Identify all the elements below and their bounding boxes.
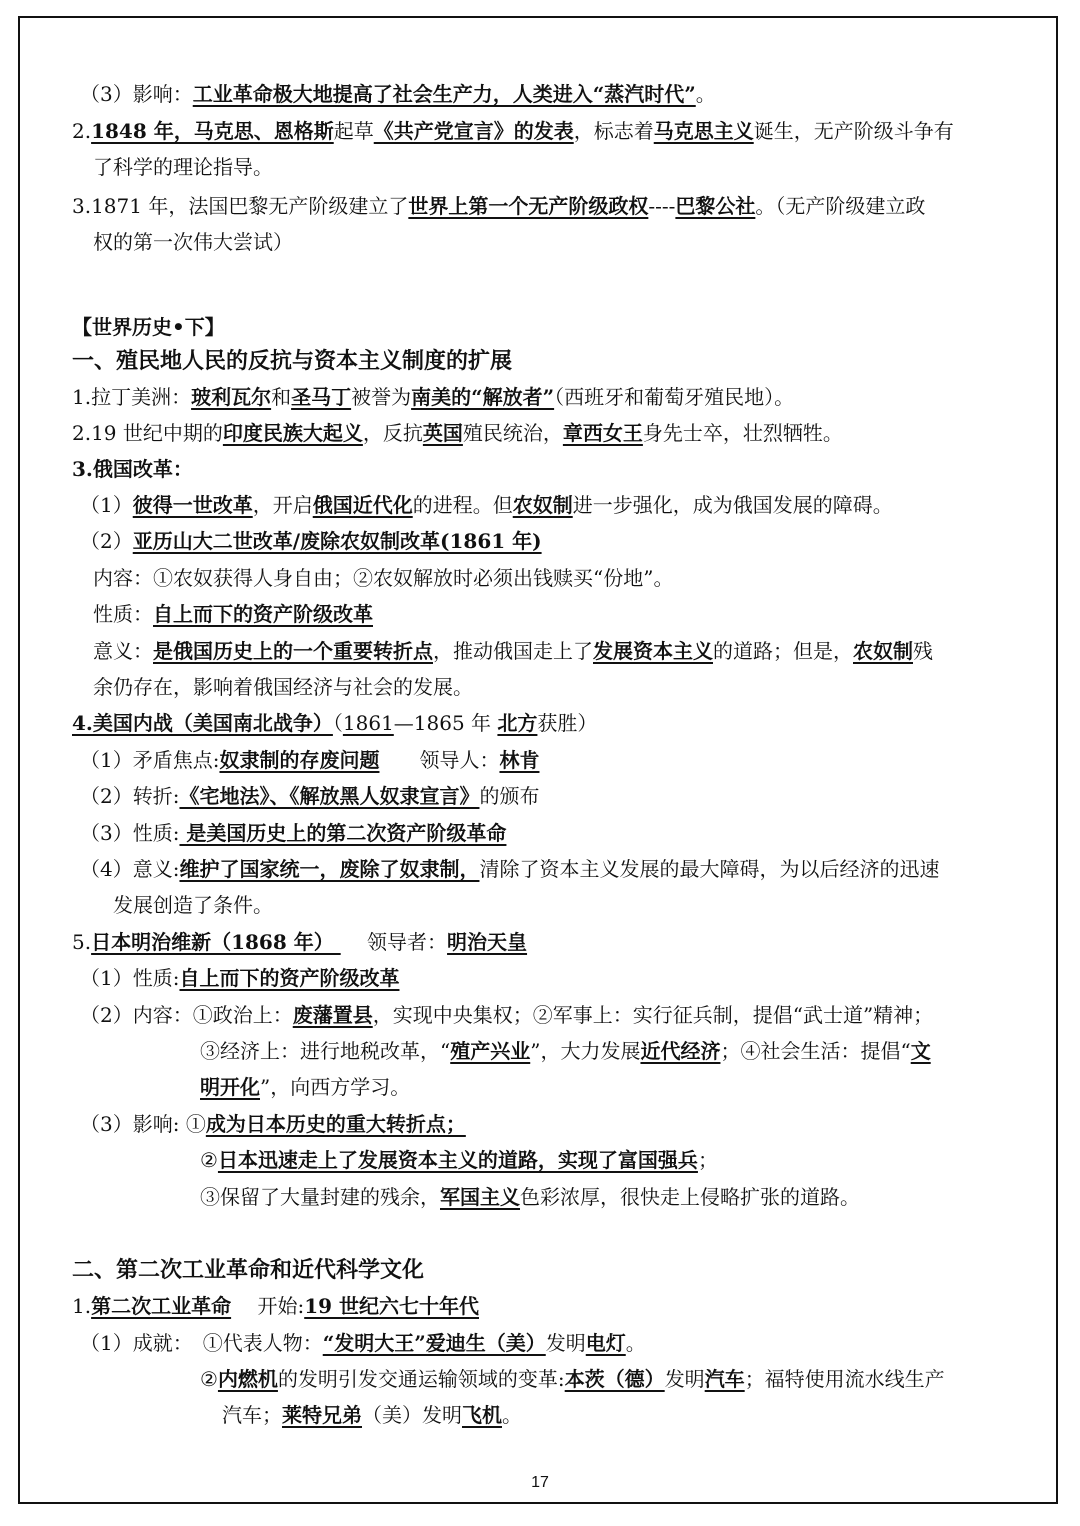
text-segment: 领导者：: [340, 930, 448, 954]
key-term: 日本明治维新（1868 年）: [91, 930, 341, 954]
text-segment: ”，大力发展: [530, 1039, 641, 1063]
text-line: [72, 709, 597, 737]
text-segment: ②: [200, 1148, 218, 1172]
text-segment: 3.1871 年，法国巴黎无产阶级建立了: [72, 194, 409, 218]
text-segment: 开始:: [231, 1294, 305, 1318]
text-segment: 2.: [72, 119, 92, 143]
text-segment: ；④社会生活：提倡“: [720, 1039, 911, 1063]
key-term: 俄国近代化: [312, 493, 413, 517]
text-segment: 权的第一次伟大尝试）: [93, 230, 293, 254]
text-segment: 残: [913, 639, 933, 663]
text-segment: 身先士卒，壮烈牺牲。: [642, 421, 843, 445]
text-line: [200, 1037, 931, 1065]
text-segment: 诞生，无产阶级斗争有: [753, 119, 954, 143]
key-term: 1861: [342, 711, 394, 735]
text-segment: （西班牙和葡萄牙殖民地）。: [554, 385, 795, 409]
text-segment: 。: [502, 1403, 522, 1427]
text-line: [200, 1073, 410, 1101]
text-segment: （1）成就： ①代表人物：: [80, 1331, 323, 1355]
key-term: 内燃机: [217, 1367, 278, 1391]
text-segment: （美）发明: [362, 1403, 462, 1427]
key-term: 汽车: [704, 1367, 745, 1391]
text-line: [93, 600, 373, 628]
key-term: 圣马丁: [291, 385, 352, 409]
text-line: [72, 1292, 479, 1320]
text-line: [80, 964, 399, 992]
text-line: [72, 455, 193, 483]
key-term: 本茨（德）: [564, 1367, 665, 1391]
key-term: 《共产党宣言》的发表: [373, 119, 574, 143]
text-segment: （3）影响：: [80, 82, 193, 106]
text-segment: （1）: [80, 493, 133, 517]
text-segment: 。（无产阶级建立政: [755, 194, 926, 218]
text-segment: 的进程。但: [412, 493, 513, 517]
text-segment: ③保留了大量封建的残余，: [200, 1185, 440, 1209]
key-term: 发展资本主义: [593, 639, 713, 663]
text-segment: 的颁布: [479, 784, 540, 808]
text-line: [80, 80, 716, 108]
text-segment: ”，向西方学习。: [260, 1075, 411, 1099]
text-segment: 起草: [333, 119, 374, 143]
key-term: 彼得一世改革: [132, 493, 253, 517]
key-term: 明开化: [200, 1075, 260, 1099]
key-term: 英国: [422, 421, 463, 445]
key-term: 电灯: [585, 1331, 626, 1355]
text-segment: —1865 年: [393, 711, 498, 735]
section-heading: [72, 1256, 424, 1284]
text-segment: 发明: [664, 1367, 705, 1391]
text-line: [80, 819, 506, 847]
text-line: [200, 1183, 860, 1211]
text-segment: （3）性质:: [80, 821, 180, 845]
text-segment: ----: [648, 194, 676, 218]
text-line: [80, 746, 539, 774]
text-line: [80, 491, 893, 519]
key-term: 马克思主义: [653, 119, 754, 143]
text-segment: 被誉为: [351, 385, 412, 409]
text-segment: ，反抗: [362, 421, 423, 445]
text-segment: （2）转折:: [80, 784, 180, 808]
text-segment: 了科学的理论指导。: [93, 155, 273, 179]
key-term: 日本迅速走上了发展资本主义的道路，实现了富国强兵: [217, 1148, 698, 1172]
text-segment: ；: [697, 1148, 718, 1172]
text-segment: （3）影响: ①: [80, 1112, 206, 1136]
text-segment: ，开启: [252, 493, 313, 517]
text-segment: 的道路；但是，: [713, 639, 853, 663]
key-term: 自上而下的资产阶级改革: [153, 602, 373, 626]
text-segment: ，推动俄国走上了: [433, 639, 593, 663]
key-term: 明治天皇: [447, 930, 528, 954]
text-line: [80, 782, 539, 810]
text-segment: 余仍存在，影响着俄国经济与社会的发展。: [93, 675, 473, 699]
key-term: 《宅地法》、《解放黑人奴隶宣言》: [179, 784, 480, 808]
text-segment: （2）: [80, 529, 133, 553]
key-term: 奴隶制的存废问题: [219, 748, 380, 772]
text-segment: 色彩浓厚，很快走上侵略扩张的道路。: [520, 1185, 860, 1209]
section-heading: [72, 347, 512, 375]
key-term: 印度民族大起义: [222, 421, 363, 445]
key-term: 章西女王: [562, 421, 643, 445]
text-segment: 进一步强化，成为俄国发展的障碍。: [572, 493, 893, 517]
key-term: “发明大王”爱迪生（美）: [322, 1331, 546, 1355]
text-segment: 1.: [72, 1294, 92, 1318]
text-segment: 1.拉丁美洲：: [72, 385, 192, 409]
text-line: [93, 228, 293, 256]
key-term: 殖产兴业: [450, 1039, 531, 1063]
key-term: 巴黎公社: [675, 194, 756, 218]
text-segment: 5.: [72, 930, 92, 954]
key-term: 第二次工业革命: [91, 1294, 232, 1318]
text-segment: ③经济上：进行地税改革，“: [200, 1039, 451, 1063]
text-segment: 3.俄国改革：: [72, 457, 193, 481]
key-term: 南美的“解放者”: [411, 385, 555, 409]
key-term: 农奴制: [853, 639, 913, 663]
text-segment: 清除了资本主义发展的最大障碍，为以后经济的迅速: [479, 857, 940, 881]
text-segment: 发展创造了条件。: [113, 893, 273, 917]
text-segment: （1）矛盾焦点:: [80, 748, 220, 772]
key-term: 成为日本历史的重大转折点；: [205, 1112, 466, 1136]
key-term: 莱特兄弟: [282, 1403, 362, 1427]
key-term: 是美国历史上的第二次资产阶级革命: [179, 821, 507, 845]
text-line: [80, 1329, 646, 1357]
text-segment: 。: [695, 82, 716, 106]
text-line: [72, 192, 925, 220]
key-term: 世界上第一个无产阶级政权: [408, 194, 649, 218]
text-segment: （4）意义:: [80, 857, 180, 881]
text-line: [200, 1365, 945, 1393]
key-term: 4.美国内战（美国南北战争）: [72, 711, 333, 735]
text-segment: 领导人：: [379, 748, 500, 772]
section-label: [72, 313, 225, 341]
text-line: [80, 855, 939, 883]
text-line: [72, 419, 843, 447]
text-segment: 的发明引发交通运输领域的变革:: [277, 1367, 565, 1391]
page-number: 17: [531, 1474, 549, 1491]
key-term: 飞机: [462, 1403, 502, 1427]
key-term: 林肯: [499, 748, 540, 772]
text-segment: 一、殖民地人民的反抗与资本主义制度的扩展: [72, 348, 513, 374]
key-term: 自上而下的资产阶级改革: [179, 966, 400, 990]
text-line: [222, 1401, 522, 1429]
text-line: [200, 1146, 718, 1174]
text-segment: 二、第二次工业革命和近代科学文化: [72, 1257, 425, 1283]
text-line: [80, 1110, 466, 1138]
key-term: 北方: [497, 711, 538, 735]
text-segment: 获胜）: [537, 711, 598, 735]
text-line: [80, 1001, 933, 1029]
text-line: [93, 153, 273, 181]
key-term: 近代经济: [640, 1039, 721, 1063]
key-term: 农奴制: [512, 493, 573, 517]
text-segment: ②: [200, 1367, 218, 1391]
text-segment: 【世界历史•下】: [72, 315, 225, 339]
key-term: 军国主义: [440, 1185, 520, 1209]
key-term: 工业革命极大地提高了社会生产力，人类进入“蒸汽时代”: [192, 82, 696, 106]
text-segment: 意义：: [93, 639, 153, 663]
key-term: 废藩置县: [292, 1003, 373, 1027]
text-segment: 汽车；: [222, 1403, 282, 1427]
text-segment: 性质：: [93, 602, 153, 626]
text-line: [72, 117, 954, 145]
key-term: 1848 年，马克思、恩格斯: [91, 119, 334, 143]
key-term: 玻利瓦尔: [191, 385, 272, 409]
key-term: 亚历山大二世改革/废除农奴制改革(1861 年): [132, 529, 542, 553]
text-segment: （: [332, 711, 343, 735]
text-segment: ，实现中央集权；②军事上：实行征兵制，提倡“武士道”精神；: [372, 1003, 934, 1027]
text-segment: 。: [625, 1331, 646, 1355]
text-line: [80, 527, 542, 555]
key-term: 是俄国历史上的一个重要转折点: [153, 639, 433, 663]
text-line: [72, 928, 527, 956]
text-line: [72, 383, 794, 411]
text-segment: ；福特使用流水线生产: [744, 1367, 945, 1391]
text-line: [113, 891, 273, 919]
text-line: [93, 673, 473, 701]
text-segment: （1）性质:: [80, 966, 180, 990]
key-term: 19 世纪六七十年代: [304, 1294, 479, 1318]
text-segment: 发明: [545, 1331, 586, 1355]
text-line: [93, 564, 673, 592]
key-term: 维护了国家统一，废除了奴隶制，: [179, 857, 480, 881]
text-segment: 内容：①农奴获得人身自由；②农奴解放时必须出钱赎买“份地”。: [93, 566, 674, 590]
text-line: [93, 637, 933, 665]
text-segment: 2.19 世纪中期的: [72, 421, 223, 445]
key-term: 文: [910, 1039, 931, 1063]
text-segment: 殖民统治，: [462, 421, 563, 445]
text-segment: 和: [271, 385, 292, 409]
text-segment: （2）内容：①政治上：: [80, 1003, 293, 1027]
text-segment: ，标志着: [573, 119, 654, 143]
